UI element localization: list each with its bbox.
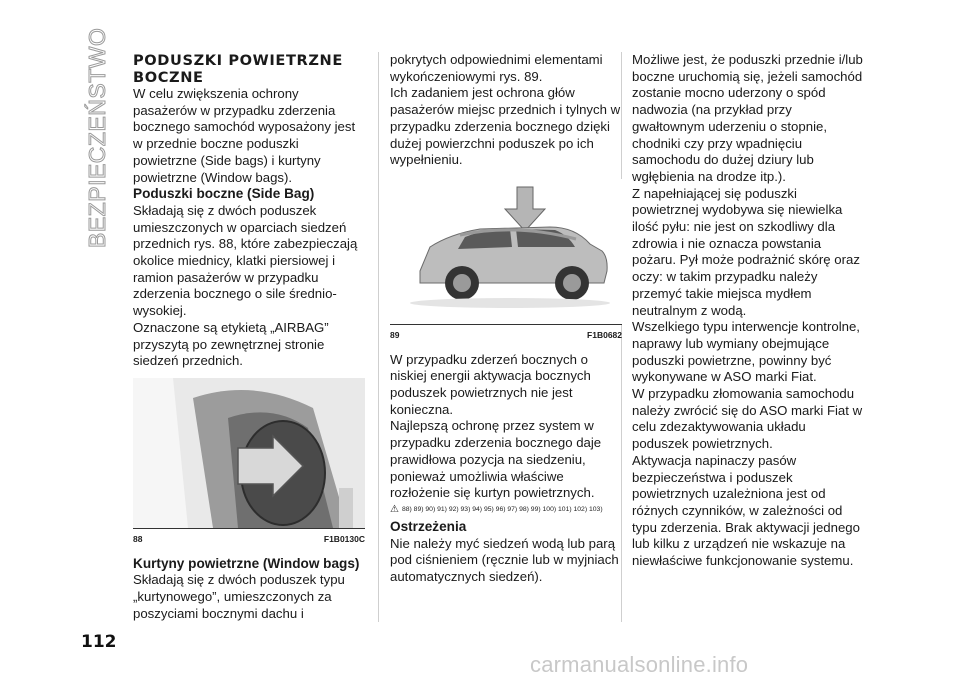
paragraph: W przypadku złomowania samochodu należy zwrócić się do ASO marki Fiat w celu zdezaktywowania układu poduszek powietrznych.: [632, 386, 863, 452]
column-1: [133, 52, 365, 622]
paragraph: Oznaczone są etykietą „AIRBAG” przyszytą po zewnętrznej stronie siedzeń przednich.: [133, 319, 329, 369]
paragraph: Składają się z dwóch poduszek umieszczonych w oparciach siedzeń przednich rys. 88, które zabezpieczają okolice miednicy, klatki piersiowej i ramion pasażerów w przypadku zderzenia bocznego o sile średnio-wysokiej.: [133, 202, 358, 319]
subheading-side-bag: Poduszki boczne (Side Bag): [133, 186, 315, 202]
warning-references: ⚠ 88) 89) 90) 91) 92) 93) 94) 95) 96) 97) 98) 99) 100) 101) 102) 103): [390, 503, 603, 515]
figure-caption: [133, 531, 365, 548]
paragraph: Wszelkiego typu interwencje kontrolne, naprawy lub wymiany obejmujące poduszki powietrzne, powinny być wykonywane w ASO marki Fiat.: [632, 319, 860, 385]
paragraph: pokrytych odpowiednimi elementami wykończeniowymi rys. 89.: [390, 52, 603, 84]
intro-paragraph: W celu zwiększenia ochrony pasażerów w przypadku zderzenia bocznego samochód wyposażony jest w przednie boczne poduszki powietrzne (Side bags) i kurtyny powietrzne (Window bags).: [133, 86, 356, 185]
figure-89-window-bag: [390, 179, 622, 325]
column-3: [632, 52, 864, 570]
section-tab: BEZPIECZEŃSTWO: [84, 27, 110, 248]
figure-88-seat-airbag: [133, 378, 365, 529]
column-2: [390, 52, 622, 586]
paragraph: Z napełniającej się poduszki powietrznej wydobywa się niewielka ilość pyłu: nie jest on szkodliwy dla zdrowia i nie oznacza powstania pożaru. Pył może podrażnić skórę oraz oczy: w takim przypadku należy przemyć takie miejsca mydłem neutralnym z wodą.: [632, 185, 860, 318]
figure-code: F1B0130C: [323, 533, 365, 544]
paragraph: Aktywacja napinaczy pasów bezpieczeństwa i poduszek powietrznych uzależniona jest od różnych czynników, w zależności od typu zderzenia. Brak aktywacji jednego lub kilku z urządzeń nie wskazuje na niewłaściwe funkcjonowanie systemu.: [632, 452, 860, 569]
paragraph: Najlepszą ochronę przez system w przypadku zderzenia bocznego daje prawidłowa pozycja na siedzeniu, ponieważ umożliwia właściwe rozłożenie się kurtyn powietrznych.: [390, 418, 602, 501]
paragraph: Składają się z dwóch poduszek typu „kurtynowego”, umieszczonych za poszyciami bocznymi dachu i: [133, 572, 345, 621]
page-number: 112: [81, 632, 117, 652]
car-side-illustration: [390, 179, 622, 324]
column-divider: [378, 52, 379, 622]
paragraph: Możliwe jest, że poduszki przednie i/lub boczne uruchomią się, jeżeli samochód zostanie mocno uderzony o spód nadwozia (na przykład przy gwałtownym uderzeniu o stopnie, chodniki czy przy wpadnięciu samochodu do dużej dziury lub wgłębienia na drodze itp.).: [632, 52, 863, 184]
warning-triangle-icon: ⚠: [390, 503, 399, 515]
seat-airbag-illustration: [133, 378, 365, 528]
subheading-warnings: Ostrzeżenia: [390, 518, 467, 534]
figure-number: 89: [390, 329, 400, 340]
paragraph: Nie należy myć siedzeń wodą lub parą pod ciśnieniem (ręcznie lub w myjniach automatycznych siedzeń).: [390, 535, 619, 585]
watermark: carmanualsonline.info: [530, 652, 749, 677]
figure-caption: [390, 327, 622, 344]
paragraph: Ich zadaniem jest ochrona głów pasażerów miejsc przednich i tylnych w przypadku zderzenia bocznego dzięki dużej powierzchni poduszek po ich wypełnieniu.: [390, 85, 621, 168]
figure-number: 88: [133, 533, 143, 544]
paragraph: W przypadku zderzeń bocznych o niskiej energii aktywacja bocznych poduszek powietrznych nie jest konieczna.: [390, 351, 591, 417]
subheading-window-bags: Kurtyny powietrzne (Window bags): [133, 555, 360, 571]
section-heading: PODUSZKI POWIETRZNE BOCZNE: [133, 52, 343, 86]
figure-code: F1B0682: [587, 329, 622, 340]
